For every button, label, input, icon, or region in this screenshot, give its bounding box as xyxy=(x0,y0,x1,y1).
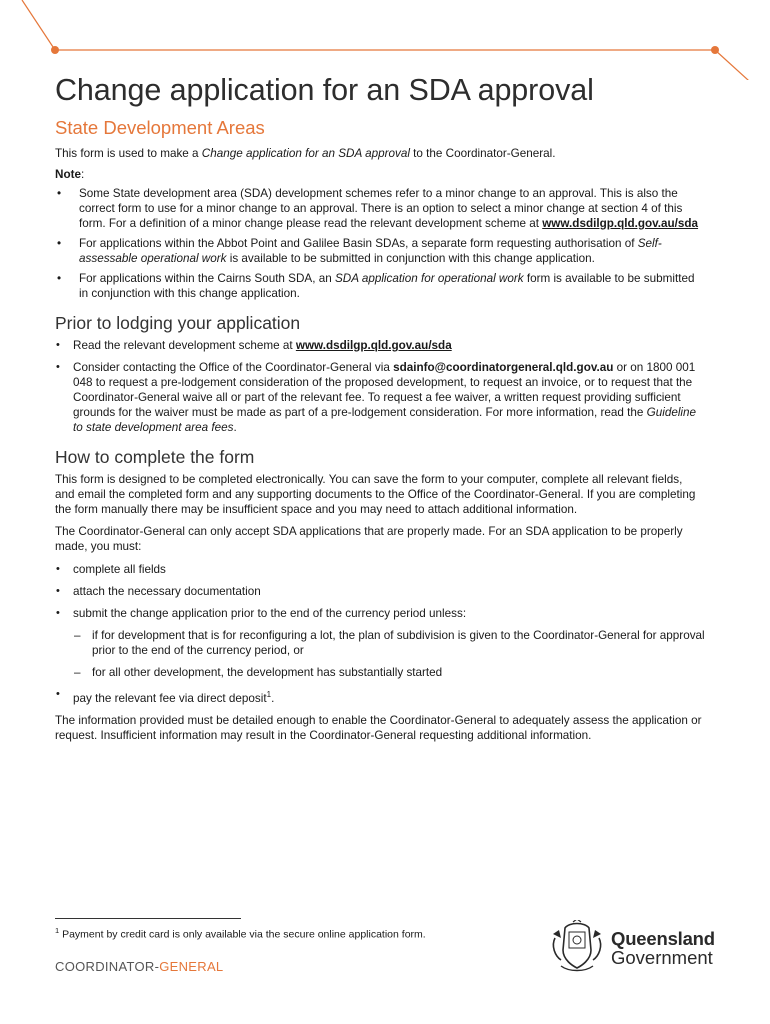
fee-list xyxy=(55,687,705,706)
prior-list xyxy=(55,338,705,435)
how-heading: How to complete the form xyxy=(55,447,255,467)
list-item: • attach the necessary documentation xyxy=(55,584,705,599)
how-paragraph-3: The information provided must be detailed enough to enable the Coordinator-General to adequately assess the application or request. Insufficient information may result in the Coordinator-General requesting additional information. xyxy=(55,713,702,742)
right-dot-icon xyxy=(711,46,719,54)
queensland-government-text: Queensland Government xyxy=(611,928,715,968)
footnote-divider xyxy=(55,918,241,919)
dash-item: – if for development that is for reconfiguring a lot, the plan of subdivision is given to the Coordinator-General for approval prior to the end of the currency period, or xyxy=(55,628,705,658)
how-paragraph-1: This form is designed to be completed electronically. You can save the form to your computer, complete all relevant fields, and email the completed form and any supporting documents to the Office of the Coordinator-General. If you are completing the form manually there may be insufficient space and you may need to attach additional information. xyxy=(55,473,696,516)
list-item: • pay the relevant fee via direct deposit$^1$. xyxy=(55,687,705,706)
queensland-crest-icon xyxy=(547,920,607,974)
scheme-link[interactable]: www.dsdilgp.qld.gov.au/sda xyxy=(295,339,452,352)
page-title: Change application for an SDA approval xyxy=(55,73,594,107)
page-subtitle: State Development Areas xyxy=(55,117,265,138)
how-paragraph-2: The Coordinator-General can only accept SDA applications that are properly made. For an SDA application to be properly made, you must: xyxy=(55,525,683,553)
note-list xyxy=(55,186,705,301)
note-label: Note: xyxy=(55,168,85,181)
email-link[interactable]: sdainfo@coordinatorgeneral.qld.gov.au xyxy=(393,361,614,374)
intro-paragraph: This form is used to make a Change application for an SDA approval to the Coordinator-General. xyxy=(55,147,556,160)
note-item: • For applications within the Abbot Point and Galilee Basin SDAs, a separate form requesting authorisation of Self-assessable operational work is available to be submitted in conjunction with this change application. xyxy=(55,236,705,266)
queensland-government-logo xyxy=(547,920,727,972)
prior-heading: Prior to lodging your application xyxy=(55,313,301,333)
sda-link[interactable]: www.dsdilgp.qld.gov.au/sda xyxy=(542,217,699,230)
note-item: • For applications within the Cairns South SDA, an SDA application for operational work form is available to be submitted in conjunction with this change application. xyxy=(55,271,705,301)
document-body xyxy=(55,72,705,743)
coordinator-general-wordmark: COORDINATOR-GENERAL xyxy=(55,959,224,974)
list-item: • Consider contacting the Office of the Coordinator-General via sdainfo@coordinatorgeneral.qld.gov.au or on 1800 001 048 to request a pre-lodgement consideration of the proposed development, to request an invoice, or to request that the Coordinator-General waive all or part of the relevant fee. To request a fee waiver, a written request providing sufficient grounds for the waiver must be made as part of a pre-lodgement consideration. For more information, read the Guideline to state development area fees. xyxy=(55,360,705,435)
list-item: • complete all fields xyxy=(55,562,705,577)
dash-item: – for all other development, the development has substantially started xyxy=(55,665,705,680)
footnote-ref[interactable]: 1 xyxy=(266,690,272,699)
requirements-list xyxy=(55,562,705,621)
list-item: • Read the relevant development scheme at www.dsdilgp.qld.gov.au/sda xyxy=(55,338,705,353)
note-item: • Some State development area (SDA) development schemes refer to a minor change to an approval. This is also the correct form to use for a minor change to an approval. There is an option to select a minor change at section 4 of this form. For a definition of a minor change please read the relevant development scheme at www.dsdilgp.qld.gov.au/sda xyxy=(55,186,705,231)
left-dot-icon xyxy=(51,46,59,54)
exceptions-list xyxy=(55,628,705,680)
list-item: • submit the change application prior to the end of the currency period unless: xyxy=(55,606,705,621)
decorative-corner-lines xyxy=(0,0,770,80)
footnote: $^1$ Payment by credit card is only available via the secure online application form. xyxy=(55,926,426,941)
